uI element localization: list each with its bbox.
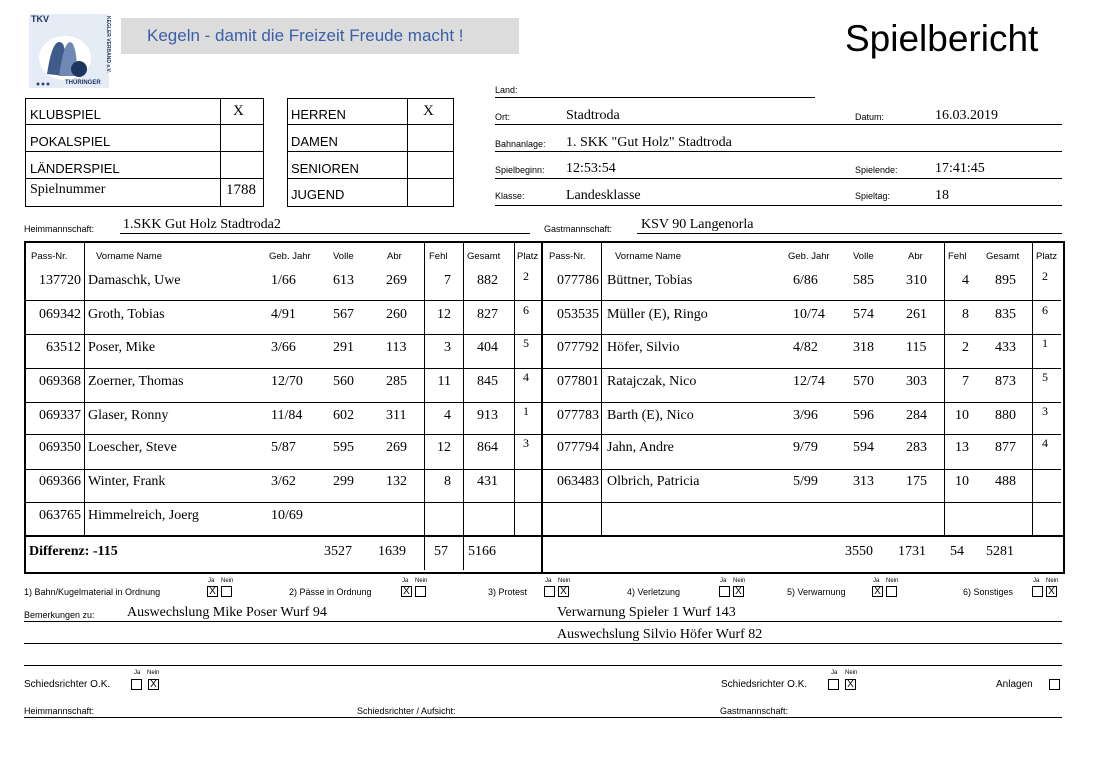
home-player-geb: 4/91 — [271, 307, 296, 322]
table-column-line — [463, 535, 464, 570]
check-ja-label: Ja — [402, 578, 409, 584]
home-player-name: Himmelreich, Joerg — [88, 508, 199, 523]
guest-player-gesamt: 433 — [995, 340, 1016, 355]
check-nein-checkbox-2[interactable] — [415, 586, 426, 597]
logo-bottom-text: THÜRINGER — [65, 80, 101, 86]
check-label-2: 2) Pässe in Ordnung — [289, 587, 372, 597]
check-label-6: 6) Sonstiges — [963, 587, 1014, 597]
guest-player-pass: 077783 — [557, 408, 599, 423]
remark-1-right[interactable]: Verwarnung Spieler 1 Wurf 143 — [557, 605, 736, 620]
table-row-line — [25, 502, 1061, 503]
guest-team-label: Gastmannschaft: — [544, 224, 613, 234]
guest-total-abr: 1731 — [898, 544, 926, 559]
home-player-pass: 063765 — [39, 508, 81, 523]
home-player-geb: 10/69 — [271, 508, 303, 523]
guest-player-platz: 4 — [1042, 436, 1048, 450]
guest-player-name: Müller (E), Ringo — [607, 307, 708, 322]
guest-column-header: Volle — [853, 251, 874, 262]
guest-player-abr: 175 — [906, 474, 927, 489]
home-player-pass: 069337 — [39, 408, 81, 423]
home-player-volle: 291 — [333, 340, 354, 355]
check-ja-label: Ja — [1033, 578, 1040, 584]
home-player-volle: 595 — [333, 440, 354, 455]
guest-player-volle: 313 — [853, 474, 874, 489]
home-player-gesamt: 827 — [477, 307, 498, 322]
kegel-logo-icon — [29, 14, 109, 88]
bahnanlage-label: Bahnanlage: — [495, 139, 546, 149]
table-column-line — [463, 243, 464, 535]
spielende-label: Spielende: — [855, 165, 898, 175]
guest-player-fehl: 8 — [962, 307, 969, 322]
home-total-gesamt: 5166 — [468, 544, 496, 559]
ort-value[interactable]: Stadtroda — [566, 108, 620, 123]
datum-value[interactable]: 16.03.2019 — [935, 108, 998, 123]
home-player-pass: 069350 — [39, 440, 81, 455]
home-player-fehl: 3 — [444, 340, 451, 355]
home-total-abr: 1639 — [378, 544, 406, 559]
guest-player-pass: 063483 — [557, 474, 599, 489]
guest-player-platz: 6 — [1042, 303, 1048, 317]
table-row-line — [25, 368, 1061, 369]
guest-player-gesamt: 835 — [995, 307, 1016, 322]
spielnummer-value[interactable]: 1788 — [226, 182, 256, 198]
guest-player-name: Höfer, Silvio — [607, 340, 680, 355]
home-team-value[interactable]: 1.SKK Gut Holz Stadtroda2 — [123, 217, 281, 232]
home-player-platz: 4 — [523, 370, 529, 384]
home-player-abr: 260 — [386, 307, 407, 322]
table-column-line — [1032, 243, 1033, 535]
check-nein-label: Nein — [1046, 578, 1059, 584]
guest-player-gesamt: 877 — [995, 440, 1016, 455]
guest-column-header: Platz — [1036, 251, 1058, 262]
table-column-line — [424, 535, 425, 570]
home-player-abr: 113 — [386, 340, 407, 355]
check-nein-checkbox-1[interactable] — [221, 586, 232, 597]
home-column-header: Geb. Jahr — [269, 251, 311, 262]
guest-player-fehl: 10 — [955, 408, 969, 423]
table-column-line — [601, 243, 602, 535]
home-player-abr: 132 — [386, 474, 407, 489]
logo-side-text: KEGLER VERBAND e.V. — [105, 16, 111, 73]
laenderspiel-label: LÄNDERSPIEL — [30, 161, 120, 176]
home-player-geb: 12/70 — [271, 374, 303, 389]
guest-player-name: Ratajczak, Nico — [607, 374, 697, 389]
guest-player-fehl: 4 — [962, 273, 969, 288]
jugend-label: JUGEND — [291, 187, 345, 202]
home-player-gesamt: 404 — [477, 340, 498, 355]
guest-column-header: Pass-Nr. — [549, 251, 586, 262]
check-nein-checkbox-4[interactable]: X — [733, 586, 744, 597]
page-title: Spielbericht — [845, 18, 1039, 59]
check-ja-label: Ja — [720, 578, 727, 584]
guest-player-name: Jahn, Andre — [607, 440, 674, 455]
guest-player-pass: 077801 — [557, 374, 599, 389]
datum-label: Datum: — [855, 112, 885, 122]
guest-player-platz: 1 — [1042, 336, 1048, 350]
guest-player-geb: 9/79 — [793, 440, 818, 455]
schiri-right-ja-label: Ja — [831, 670, 838, 676]
senioren-label: SENIOREN — [291, 161, 359, 176]
home-total-volle: 3527 — [324, 544, 352, 559]
home-player-name: Groth, Tobias — [88, 307, 165, 322]
home-column-header: Volle — [333, 251, 354, 262]
check-ja-checkbox-6[interactable] — [1032, 586, 1043, 597]
table-row-line — [25, 334, 1061, 335]
check-nein-checkbox-5[interactable] — [886, 586, 897, 597]
home-player-name: Loescher, Steve — [88, 440, 177, 455]
home-column-header: Fehl — [429, 251, 448, 262]
schiri-right-nein-checkbox[interactable]: X — [845, 679, 856, 690]
home-player-name: Winter, Frank — [88, 474, 166, 489]
guest-column-header: Geb. Jahr — [788, 251, 830, 262]
spielbeginn-value[interactable]: 12:53:54 — [566, 161, 616, 176]
home-player-platz: 5 — [523, 336, 529, 350]
guest-player-abr: 283 — [906, 440, 927, 455]
home-player-platz: 2 — [523, 269, 529, 283]
home-player-fehl: 11 — [437, 374, 451, 389]
home-player-pass: 63512 — [46, 340, 81, 355]
check-ja-label: Ja — [208, 578, 215, 584]
home-player-pass: 069368 — [39, 374, 81, 389]
guest-player-fehl: 7 — [962, 374, 969, 389]
home-player-fehl: 7 — [444, 273, 451, 288]
home-player-name: Poser, Mike — [88, 340, 156, 355]
guest-player-gesamt: 488 — [995, 474, 1016, 489]
guest-player-gesamt: 873 — [995, 374, 1016, 389]
table-column-line — [514, 243, 515, 535]
table-row-line — [25, 469, 1061, 470]
home-player-geb: 3/62 — [271, 474, 296, 489]
spieltag-value[interactable]: 18 — [935, 188, 949, 203]
pokalspiel-label: POKALSPIEL — [30, 134, 111, 149]
guest-player-pass: 053535 — [557, 307, 599, 322]
guest-player-abr: 310 — [906, 273, 927, 288]
guest-player-volle: 570 — [853, 374, 874, 389]
home-player-gesamt: 845 — [477, 374, 498, 389]
guest-player-abr: 261 — [906, 307, 927, 322]
table-divider — [541, 241, 543, 572]
home-column-header: Pass-Nr. — [31, 251, 68, 262]
check-ja-checkbox-1[interactable]: X — [207, 586, 218, 597]
table-row-line — [25, 434, 1061, 435]
guest-player-gesamt: 880 — [995, 408, 1016, 423]
schiri-right-label: Schiedsrichter O.K. — [721, 679, 808, 690]
guest-player-volle: 318 — [853, 340, 874, 355]
land-label: Land: — [495, 85, 518, 95]
home-column-header: Gesamt — [467, 251, 501, 262]
spielnummer-label: Spielnummer — [30, 182, 106, 197]
home-total-fehl: 57 — [434, 544, 448, 559]
guest-player-geb: 5/99 — [793, 474, 818, 489]
home-player-gesamt: 882 — [477, 273, 498, 288]
guest-player-geb: 6/86 — [793, 273, 818, 288]
table-column-line — [424, 243, 425, 535]
home-player-fehl: 12 — [437, 307, 451, 322]
guest-player-volle: 596 — [853, 408, 874, 423]
sig-guest-label: Gastmannschaft: — [720, 706, 789, 716]
home-player-volle: 299 — [333, 474, 354, 489]
check-nein-label: Nein — [415, 578, 428, 584]
check-label-5: 5) Verwarnung — [787, 587, 846, 597]
anlagen-checkbox[interactable] — [1049, 679, 1060, 690]
table-row-line — [25, 402, 1061, 403]
schiri-right-nein-label: Nein — [845, 670, 858, 676]
home-player-volle: 560 — [333, 374, 354, 389]
guest-player-geb: 4/82 — [793, 340, 818, 355]
herren-check[interactable]: X — [423, 103, 434, 119]
check-nein-label: Nein — [221, 578, 234, 584]
check-ja-checkbox-3[interactable] — [544, 586, 555, 597]
check-ja-checkbox-4[interactable] — [719, 586, 730, 597]
schiri-left-nein-label: Nein — [147, 670, 160, 676]
home-player-name: Glaser, Ronny — [88, 408, 169, 423]
home-player-pass: 137720 — [39, 273, 81, 288]
guest-column-header: Fehl — [948, 251, 967, 262]
klasse-value[interactable]: Landesklasse — [566, 188, 641, 203]
remark-1-left[interactable]: Auswechslung Mike Poser Wurf 94 — [127, 605, 327, 620]
guest-player-volle: 585 — [853, 273, 874, 288]
check-label-1: 1) Bahn/Kugelmaterial in Ordnung — [24, 587, 161, 597]
home-player-volle: 567 — [333, 307, 354, 322]
home-player-gesamt: 864 — [477, 440, 498, 455]
klasse-label: Klasse: — [495, 191, 525, 201]
guest-player-geb: 12/74 — [793, 374, 825, 389]
check-nein-checkbox-6[interactable]: X — [1046, 586, 1057, 597]
table-column-line — [84, 243, 85, 535]
home-player-platz: 1 — [523, 404, 529, 418]
guest-player-name: Barth (E), Nico — [607, 408, 694, 423]
guest-player-pass: 077792 — [557, 340, 599, 355]
guest-player-pass: 077786 — [557, 273, 599, 288]
home-player-volle: 613 — [333, 273, 354, 288]
home-player-fehl: 12 — [437, 440, 451, 455]
anlagen-label: Anlagen — [996, 679, 1033, 690]
guest-total-gesamt: 5281 — [986, 544, 1014, 559]
home-team-label: Heimmannschaft: — [24, 224, 95, 234]
home-column-header: Vorname Name — [96, 251, 163, 262]
guest-team-value[interactable]: KSV 90 Langenorla — [641, 217, 754, 232]
differenz-label: Differenz: -115 — [29, 544, 118, 559]
guest-player-geb: 10/74 — [793, 307, 825, 322]
bahnanlage-value[interactable]: 1. SKK "Gut Holz" Stadtroda — [566, 135, 732, 150]
home-player-geb: 1/66 — [271, 273, 296, 288]
logo — [29, 14, 109, 88]
home-player-pass: 069366 — [39, 474, 81, 489]
guest-player-fehl: 2 — [962, 340, 969, 355]
check-ja-label: Ja — [873, 578, 880, 584]
guest-player-geb: 3/96 — [793, 408, 818, 423]
guest-player-name: Olbrich, Patricia — [607, 474, 700, 489]
check-ja-label: Ja — [545, 578, 552, 584]
guest-column-header: Vorname Name — [615, 251, 682, 262]
spielende-value[interactable]: 17:41:45 — [935, 161, 985, 176]
check-nein-label: Nein — [558, 578, 571, 584]
guest-player-platz: 2 — [1042, 269, 1048, 283]
home-player-platz: 6 — [523, 303, 529, 317]
guest-player-volle: 594 — [853, 440, 874, 455]
home-player-geb: 3/66 — [271, 340, 296, 355]
home-player-abr: 269 — [386, 273, 407, 288]
home-column-header: Abr — [387, 251, 402, 262]
home-column-header: Platz — [517, 251, 539, 262]
home-player-geb: 11/84 — [271, 408, 303, 423]
guest-player-platz: 3 — [1042, 404, 1048, 418]
home-player-gesamt: 431 — [477, 474, 498, 489]
guest-player-gesamt: 895 — [995, 273, 1016, 288]
home-player-abr: 269 — [386, 440, 407, 455]
home-player-abr: 311 — [386, 408, 407, 423]
ort-label: Ort: — [495, 112, 510, 122]
home-player-name: Damaschk, Uwe — [88, 273, 181, 288]
home-player-geb: 5/87 — [271, 440, 296, 455]
home-player-fehl: 8 — [444, 474, 451, 489]
remarks-label: Bemerkungen zu: — [24, 610, 95, 620]
table-column-line — [944, 243, 945, 535]
table-row-line — [25, 300, 1061, 301]
schiri-left-ja-checkbox[interactable] — [131, 679, 142, 690]
logo-text: TKV — [31, 14, 49, 24]
home-player-gesamt: 913 — [477, 408, 498, 423]
check-nein-label: Nein — [886, 578, 899, 584]
check-label-3: 3) Protest — [488, 587, 528, 597]
home-player-fehl: 4 — [444, 408, 451, 423]
spielbeginn-label: Spielbeginn: — [495, 165, 545, 175]
klubspiel-check[interactable]: X — [233, 103, 244, 119]
schiri-right-ja-checkbox[interactable] — [828, 679, 839, 690]
herren-label: HERREN — [291, 107, 346, 122]
schiri-left-ja-label: Ja — [134, 670, 141, 676]
guest-player-abr: 284 — [906, 408, 927, 423]
guest-player-platz: 5 — [1042, 370, 1048, 384]
home-player-name: Zoerner, Thomas — [88, 374, 184, 389]
totals-separator — [24, 535, 1063, 537]
check-ja-checkbox-5[interactable]: X — [872, 586, 883, 597]
guest-player-abr: 303 — [906, 374, 927, 389]
sig-referee-label: Schiedsrichter / Aufsicht: — [357, 706, 456, 716]
guest-player-abr: 115 — [906, 340, 927, 355]
guest-column-header: Gesamt — [986, 251, 1020, 262]
guest-player-name: Büttner, Tobias — [607, 273, 693, 288]
guest-total-fehl: 54 — [950, 544, 964, 559]
guest-player-fehl: 13 — [955, 440, 969, 455]
slogan-banner — [121, 18, 519, 54]
check-nein-label: Nein — [733, 578, 746, 584]
home-player-volle: 602 — [333, 408, 354, 423]
guest-player-volle: 574 — [853, 307, 874, 322]
home-player-platz: 3 — [523, 436, 529, 450]
check-ja-checkbox-2[interactable]: X — [401, 586, 412, 597]
damen-label: DAMEN — [291, 134, 338, 149]
sig-home-label: Heimmannschaft: — [24, 706, 95, 716]
guest-player-pass: 077794 — [557, 440, 599, 455]
spieltag-label: Spieltag: — [855, 191, 891, 201]
check-nein-checkbox-3[interactable]: X — [558, 586, 569, 597]
slogan-text: Kegeln - damit die Freizeit Freude macht ! — [147, 26, 464, 45]
home-player-pass: 069342 — [39, 307, 81, 322]
guest-player-fehl: 10 — [955, 474, 969, 489]
schiri-left-nein-checkbox[interactable]: X — [148, 679, 159, 690]
guest-total-volle: 3550 — [845, 544, 873, 559]
home-player-abr: 285 — [386, 374, 407, 389]
remark-2-right[interactable]: Auswechslung Silvio Höfer Wurf 82 — [557, 627, 763, 642]
schiri-left-label: Schiedsrichter O.K. — [24, 679, 111, 690]
klubspiel-label: KLUBSPIEL — [30, 107, 101, 122]
guest-column-header: Abr — [908, 251, 923, 262]
check-label-4: 4) Verletzung — [627, 587, 681, 597]
